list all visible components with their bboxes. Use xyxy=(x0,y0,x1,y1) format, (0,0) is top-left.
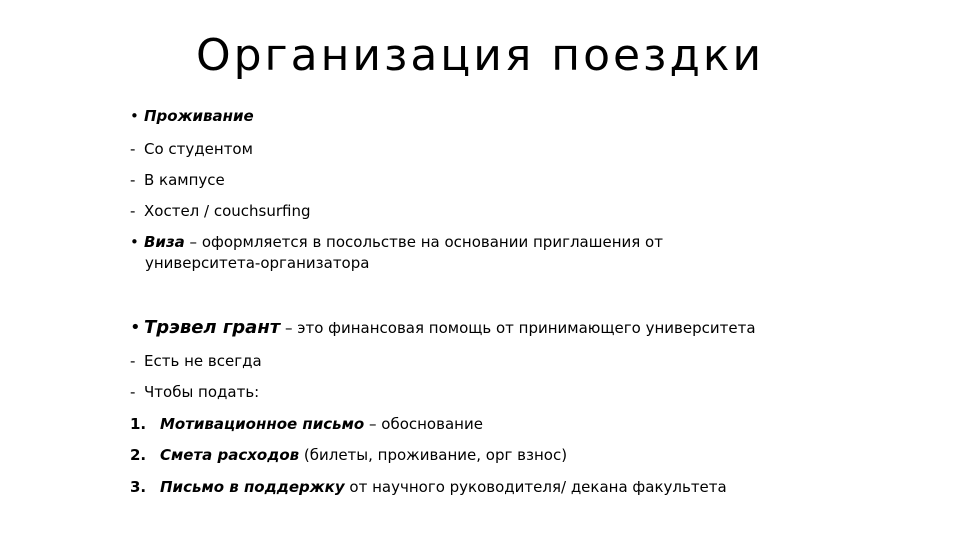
bullet-marker: • xyxy=(130,233,139,251)
bullet-marker: • xyxy=(130,317,141,338)
dash-marker: - xyxy=(130,171,136,189)
bullet-grant xyxy=(130,318,756,338)
bullet-marker: • xyxy=(130,107,139,125)
grant-note: Чтобы подать: xyxy=(144,383,260,401)
grant-note: Есть не всегда xyxy=(144,352,262,370)
visa-text: – оформляется в посольстве на основании приглашения от xyxy=(184,233,663,251)
list-item xyxy=(130,170,225,190)
list-item xyxy=(130,139,253,159)
step-text: (билеты, проживание, орг взнос) xyxy=(299,446,568,464)
accommodation-option: В кампусе xyxy=(144,171,225,189)
visa-heading: Виза xyxy=(144,233,185,251)
step-number: 1. xyxy=(130,415,147,433)
dash-marker: - xyxy=(130,352,136,370)
step-text: – обоснование xyxy=(364,415,483,433)
step-heading: Смета расходов xyxy=(160,446,300,464)
numbered-item xyxy=(130,445,567,465)
step-number: 2. xyxy=(130,446,147,464)
accommodation-option: Хостел / couchsurfing xyxy=(144,202,311,220)
step-text: от научного руководителя/ декана факультета xyxy=(344,478,727,496)
numbered-item xyxy=(130,477,727,497)
numbered-item xyxy=(130,414,483,434)
dash-marker: - xyxy=(130,383,136,401)
visa-text-continued: университета-организатора xyxy=(145,254,370,272)
accommodation-option: Со студентом xyxy=(144,140,253,158)
step-heading: Письмо в поддержку xyxy=(160,478,345,496)
slide-title: Организация поездки xyxy=(195,30,765,81)
dash-marker: - xyxy=(130,140,136,158)
accommodation-heading: Проживание xyxy=(144,107,254,125)
grant-text: – это финансовая помощь от принимающего университета xyxy=(280,319,756,337)
step-heading: Мотивационное письмо xyxy=(160,415,365,433)
list-item xyxy=(130,382,259,402)
list-item xyxy=(130,351,262,371)
list-item xyxy=(130,201,311,221)
step-number: 3. xyxy=(130,478,147,496)
grant-heading: Трэвел грант xyxy=(144,317,281,338)
dash-marker: - xyxy=(130,202,136,220)
bullet-accommodation xyxy=(130,106,254,126)
bullet-visa xyxy=(130,232,663,252)
